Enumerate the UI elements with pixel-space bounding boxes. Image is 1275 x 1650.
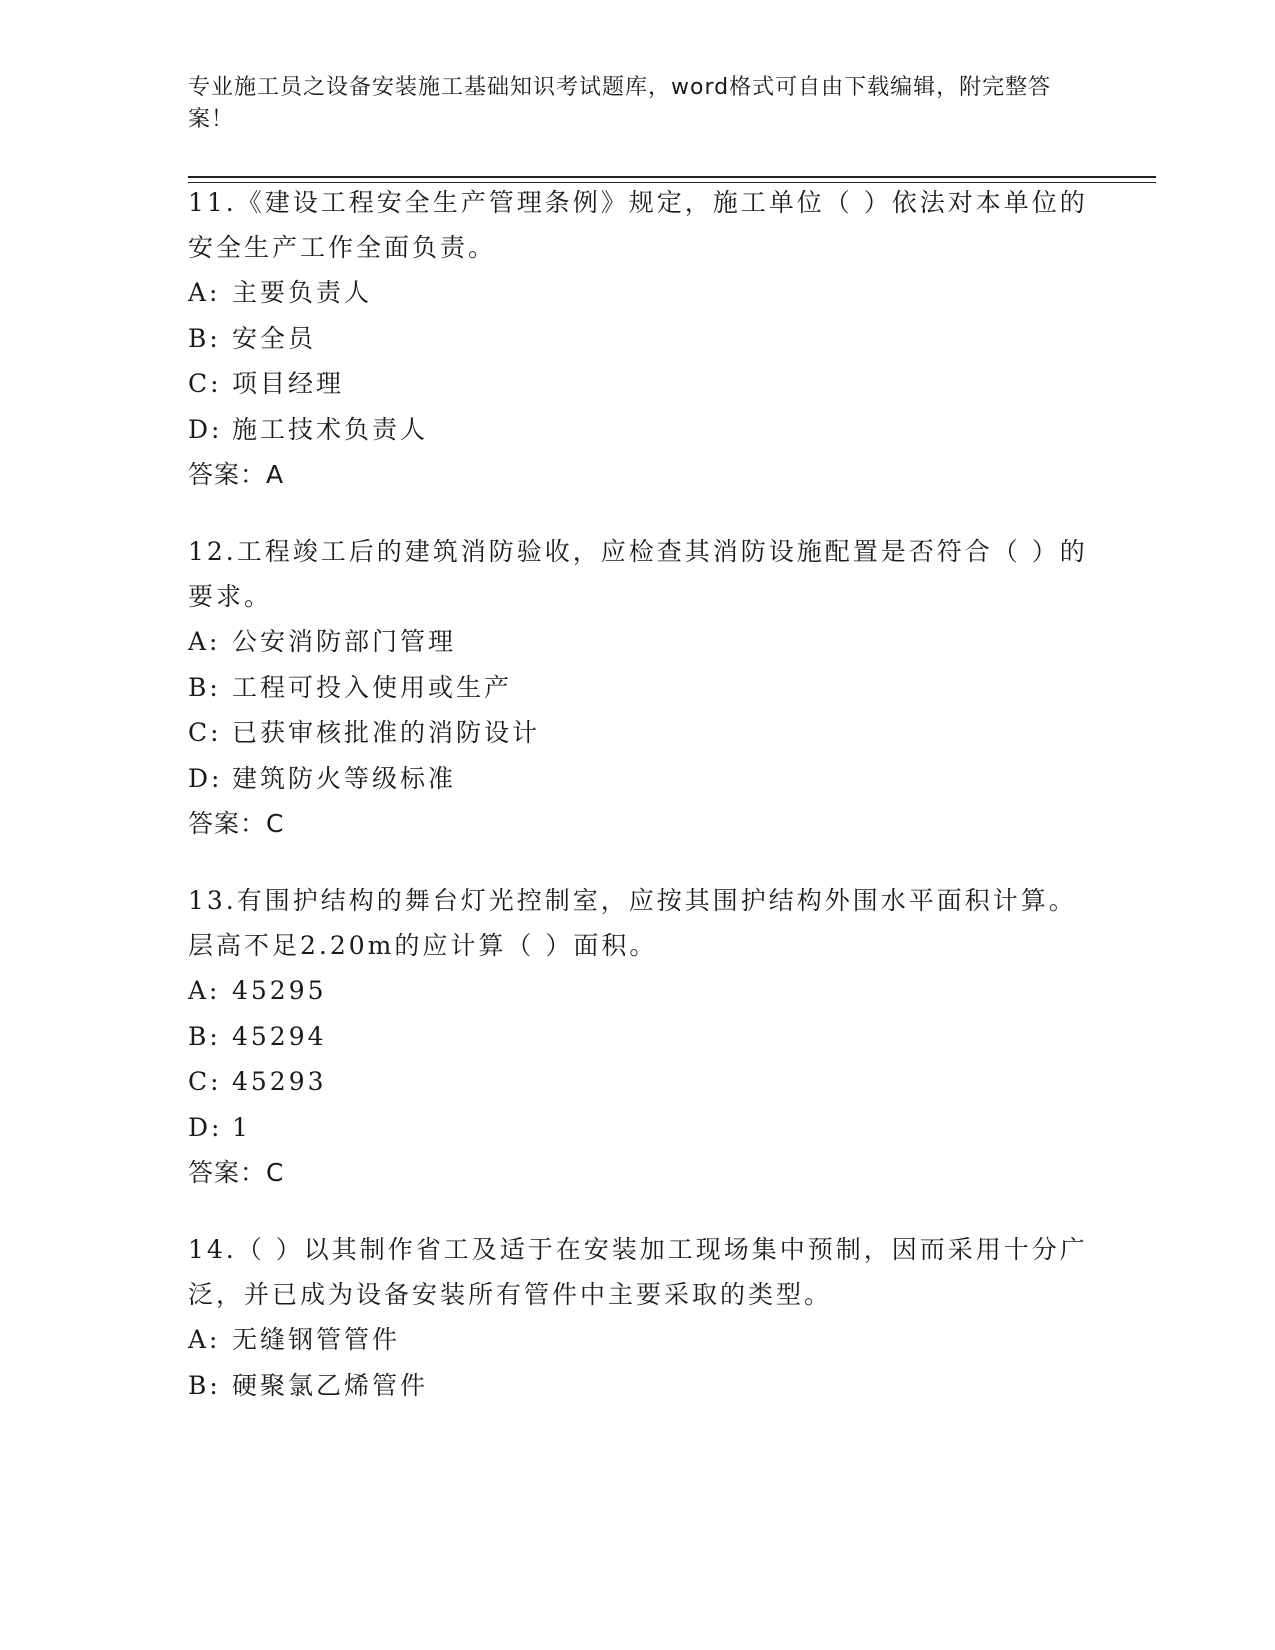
option-a [188, 270, 1088, 316]
option-d [188, 407, 1088, 453]
option-label: B: [188, 672, 221, 702]
option-text: 建筑防火等级标准 [232, 763, 457, 793]
option-text: 45293 [232, 1067, 327, 1096]
option-text: 公安消防部门管理 [232, 627, 457, 656]
option-b [188, 665, 1088, 711]
option-d [188, 756, 1088, 802]
option-label: A: [188, 627, 221, 656]
option-label: C: [188, 369, 222, 398]
option-a [188, 1317, 1088, 1363]
answer-value: A [266, 460, 285, 489]
option-b [188, 1014, 1088, 1060]
option-label: B: [188, 1021, 221, 1051]
answer-value: C [266, 809, 285, 838]
answer-prefix: 答案： [188, 1158, 267, 1187]
option-label: C: [188, 718, 222, 747]
option-label: B: [188, 323, 221, 353]
option-text: 45294 [232, 1021, 327, 1051]
option-d [188, 1105, 1088, 1151]
question-stem: 14.（ ）以其制作省工及适于在安装加工现场集中预制，因而采用十分广泛，并已成为设备安装所有管件中主要采取的类型。 [188, 1235, 1088, 1309]
question-14 [188, 1227, 1088, 1408]
option-text: 1 [232, 1112, 251, 1142]
option-text: 主要负责人 [232, 278, 373, 307]
option-label: A: [188, 976, 221, 1005]
option-a [188, 619, 1088, 665]
option-b [188, 316, 1088, 362]
header-divider [188, 176, 1156, 178]
option-b [188, 1363, 1088, 1409]
option-text: 工程可投入使用或生产 [232, 672, 513, 702]
question-13 [188, 878, 1088, 1195]
question-stem: 12.工程竣工后的建筑消防验收，应检查其消防设施配置是否符合（ ）的要求。 [188, 537, 1088, 611]
answer-line [188, 452, 1088, 497]
document-header: 专业施工员之设备安装施工基础知识考试题库，word格式可自由下载编辑，附完整答案！ [188, 75, 1052, 132]
option-c [188, 1059, 1088, 1105]
option-label: D: [188, 414, 223, 444]
answer-prefix: 答案： [188, 809, 267, 838]
option-c [188, 710, 1088, 756]
option-text: 硬聚氯乙烯管件 [232, 1370, 429, 1400]
answer-line [188, 1150, 1088, 1195]
option-text: 已获审核批准的消防设计 [232, 718, 541, 747]
option-label: C: [188, 1067, 222, 1096]
option-text: 施工技术负责人 [232, 414, 429, 444]
option-text: 45295 [232, 976, 327, 1005]
option-label: B: [188, 1370, 221, 1400]
question-stem: 11.《建设工程安全生产管理条例》规定，施工单位（ ）依法对本单位的安全生产工作全面负责。 [188, 188, 1088, 262]
option-label: A: [188, 1325, 221, 1354]
answer-value: C [266, 1158, 285, 1187]
question-12 [188, 529, 1088, 846]
option-a [188, 968, 1088, 1014]
option-text: 安全员 [232, 323, 317, 353]
question-stem: 13.有围护结构的舞台灯光控制室，应按其围护结构外围水平面积计算。层高不足2.20m的应计算（ ）面积。 [188, 886, 1077, 960]
option-label: A: [188, 278, 221, 307]
option-text: 无缝钢管管件 [232, 1325, 401, 1354]
answer-prefix: 答案： [188, 460, 267, 489]
option-label: D: [188, 763, 223, 793]
question-11 [188, 180, 1088, 497]
option-text: 项目经理 [232, 369, 345, 398]
option-label: D: [188, 1112, 223, 1142]
answer-line [188, 801, 1088, 846]
option-c [188, 361, 1088, 407]
